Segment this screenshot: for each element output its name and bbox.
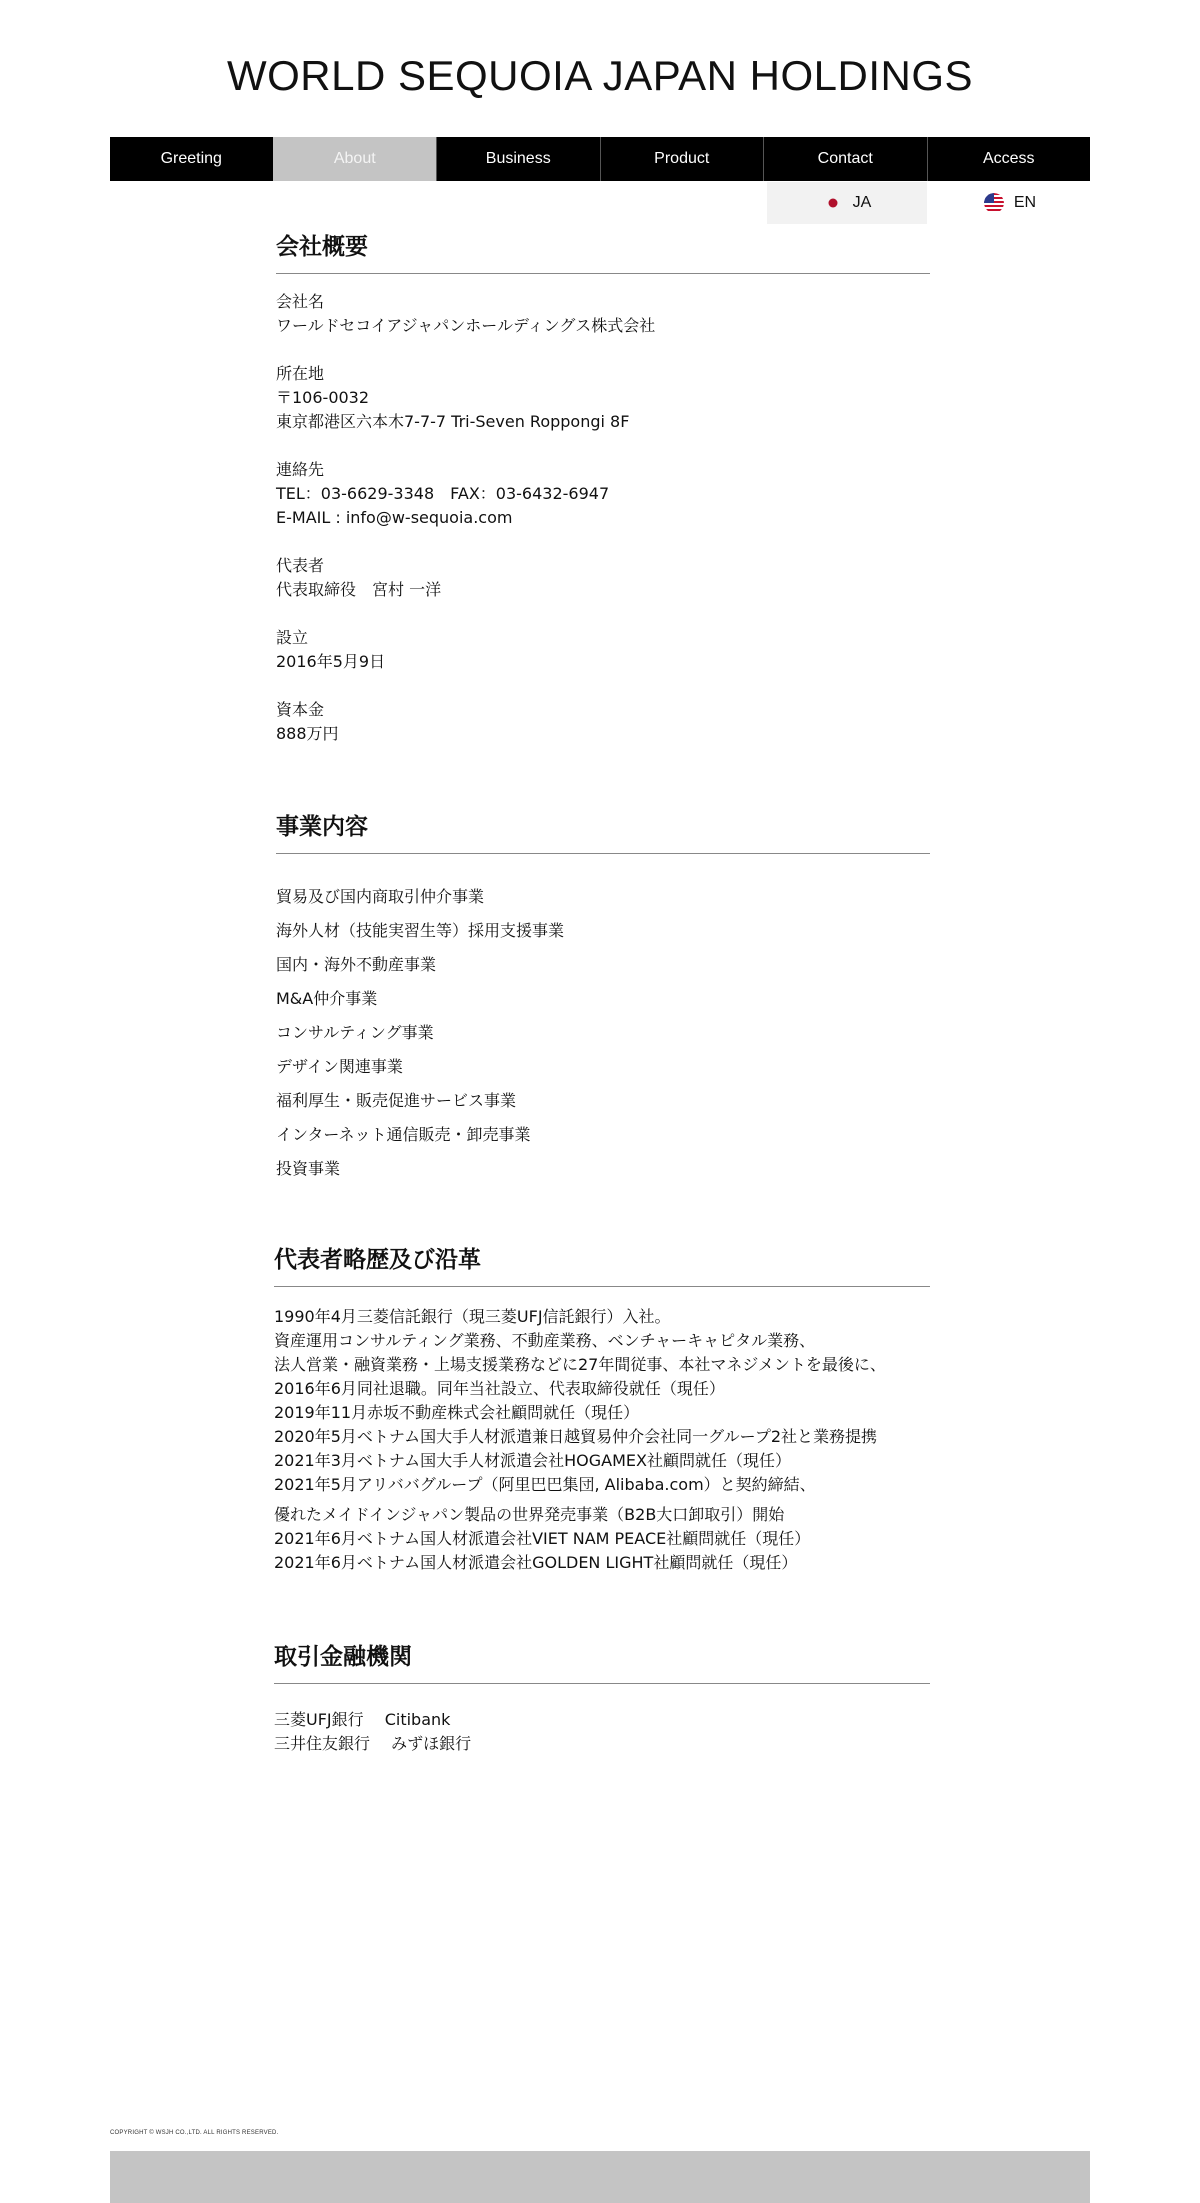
nav-about[interactable]: About (273, 137, 437, 181)
lang-ja-button[interactable] (767, 182, 927, 224)
field-label: 連絡先 (276, 460, 325, 479)
history-line: 2020年5月ベトナム国大手人材派遣兼日越貿易仲介会社同一グループ2社と業務提携 (274, 1427, 877, 1446)
history-section (274, 1241, 930, 1575)
history-line: 資産運用コンサルティング業務、不動産業務、ベンチャーキャピタル業務、 (274, 1331, 816, 1350)
nav-contact[interactable]: Contact (763, 137, 927, 181)
business-section (276, 808, 930, 1186)
nav-greeting[interactable]: Greeting (160, 150, 222, 167)
field-value: 代表取締役 宮村 一洋 (276, 580, 442, 599)
company-heading: 会社概要 (276, 228, 930, 274)
field-label: 所在地 (276, 364, 325, 383)
business-item: 国内・海外不動産事業 (276, 955, 437, 974)
history-heading: 代表者略歴及び沿革 (274, 1241, 930, 1287)
company-field (276, 554, 930, 602)
business-item: M&A仲介事業 (276, 989, 378, 1008)
nav-product[interactable]: Product (600, 137, 764, 181)
field-value: ワールドセコイアジャパンホールディングス株式会社 (276, 316, 656, 335)
business-item: コンサルティング事業 (276, 1023, 434, 1042)
history-line: 2019年11月赤坂不動産株式会社顧問就任（現任） (274, 1403, 640, 1422)
field-value: 2016年5月9日 (276, 652, 386, 671)
company-overview-section (276, 228, 930, 746)
field-label: 設立 (276, 628, 309, 647)
history-line: 2021年6月ベトナム国人材派遣会社GOLDEN LIGHT社顧問就任（現任） (274, 1553, 798, 1572)
history-line: 法人営業・融資業務・上場支援業務などに27年間従事、本社マネジメントを最後に、 (274, 1355, 886, 1374)
copyright: COPYRIGHT © WSJH CO.,LTD. ALL RIGHTS RESERVED. (110, 2130, 279, 2136)
company-field (276, 362, 930, 434)
company-field (276, 458, 930, 530)
company-field (276, 698, 930, 746)
history-line: 2021年6月ベトナム国人材派遣会社VIET NAM PEACE社顧問就任（現任） (274, 1529, 811, 1548)
field-value: TEL：03-6629-3348 FAX：03-6432-6947 E-MAIL : info@w-sequoia.com (276, 484, 610, 527)
lang-en-label: EN (1013, 194, 1037, 211)
company-field (276, 626, 930, 674)
banks-section (274, 1638, 930, 1756)
banks-heading: 取引金融機関 (274, 1638, 930, 1684)
history-line: 2021年5月アリババグループ（阿里巴巴集団, Alibaba.com）と契約締結、 (274, 1475, 816, 1494)
nav-access[interactable]: Access (927, 137, 1091, 181)
business-item: インターネット通信販売・卸売事業 (276, 1125, 531, 1144)
business-item: 投資事業 (276, 1159, 341, 1178)
bank-line: 三井住友銀行 みずほ銀行 (274, 1734, 472, 1753)
history-line: 2021年3月ベトナム国大手人材派遣会社HOGAMEX社顧問就任（現任） (274, 1451, 791, 1470)
footer-bar (110, 2151, 1090, 2203)
company-field (276, 290, 930, 338)
field-value: 〒106-0032 東京都港区六本木7-7-7 Tri-Seven Roppongi 8F (276, 388, 630, 431)
history-line: 2016年6月同社退職。同年当社設立、代表取締役就任（現任） (274, 1379, 725, 1398)
field-value: 888万円 (276, 724, 339, 743)
bank-line: 三菱UFJ銀行 Citibank (274, 1710, 451, 1729)
business-item: 貿易及び国内商取引仲介事業 (276, 887, 485, 906)
business-heading: 事業内容 (276, 808, 930, 854)
japan-flag-icon (823, 193, 843, 213)
lang-en-button[interactable] (930, 182, 1090, 224)
business-item: 福利厚生・販売促進サービス事業 (276, 1091, 517, 1110)
field-label: 会社名 (276, 292, 325, 311)
field-label: 資本金 (276, 700, 325, 719)
main-nav (110, 137, 1090, 181)
site-title: WORLD SEQUOIA JAPAN HOLDINGS (226, 52, 974, 99)
history-line: 優れたメイドインジャパン製品の世界発売事業（B2B大口卸取引）開始 (274, 1505, 785, 1524)
us-flag-icon (984, 193, 1004, 213)
nav-business[interactable]: Business (436, 137, 600, 181)
lang-ja-label: JA (852, 194, 872, 211)
field-label: 代表者 (276, 556, 325, 575)
business-item: デザイン関連事業 (276, 1057, 403, 1076)
business-item: 海外人材（技能実習生等）採用支援事業 (276, 921, 565, 940)
history-line: 1990年4月三菱信託銀行（現三菱UFJ信託銀行）入社。 (274, 1307, 671, 1326)
